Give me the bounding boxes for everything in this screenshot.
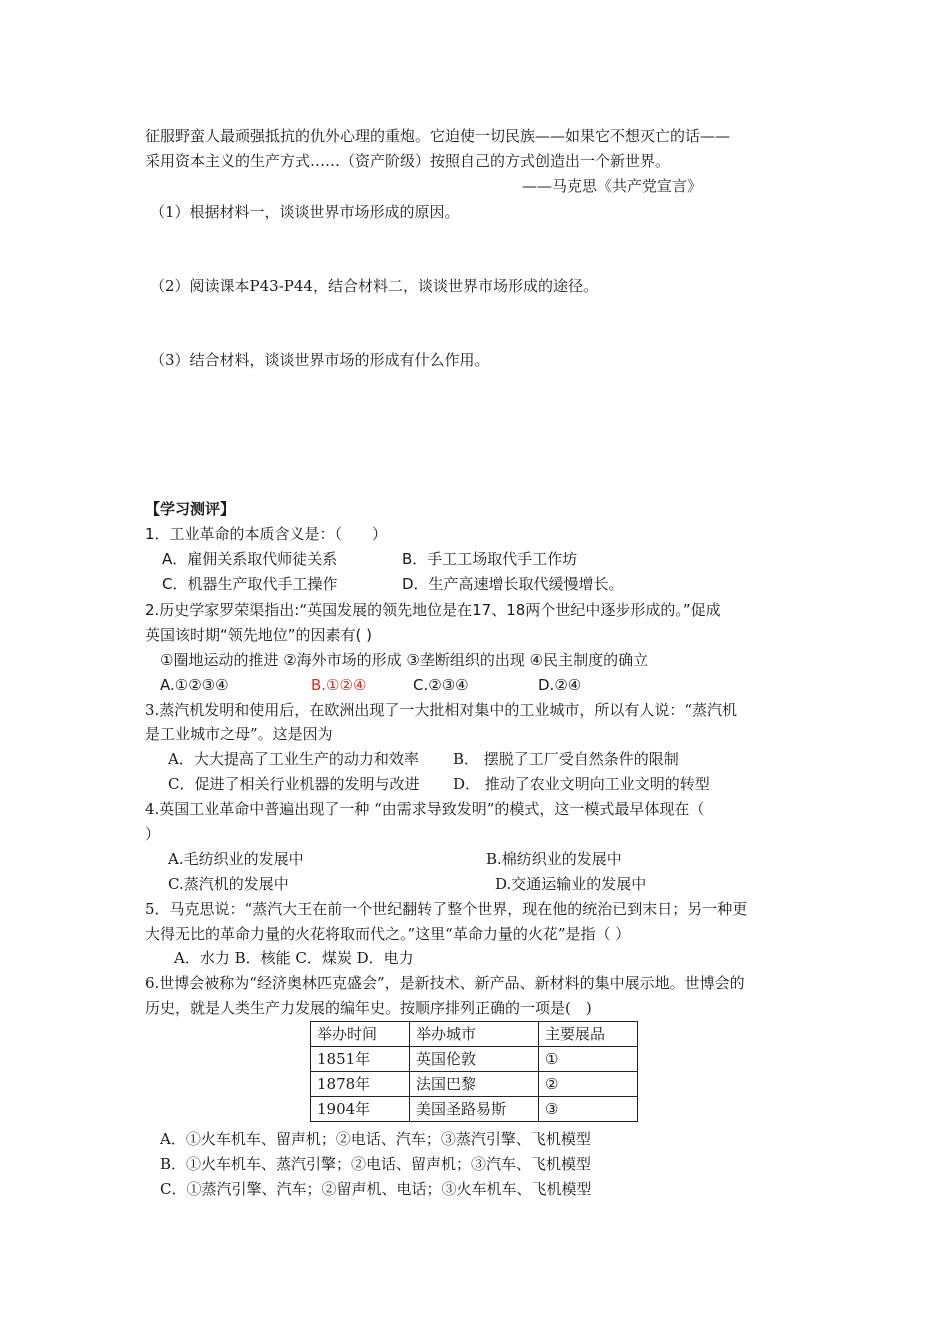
item-4-option-a: A.毛纺织业的发展中 [168, 850, 304, 868]
table-header-cell: 举办时间 [311, 1022, 410, 1047]
item-6-option-a: A．①火车机车、留声机；②电话、汽车；③蒸汽引擎、飞机模型 [160, 1130, 591, 1148]
question-2: （2）阅读课本P43-P44，结合材料二，谈谈世界市场形成的途径。 [150, 277, 598, 295]
item-3-option-b: B． 摆脱了工厂受自然条件的限制 [453, 750, 679, 768]
item-2-stem-line-2: 英国该时期“领先地位”的因素有( ) [145, 626, 373, 644]
table-cell: 1851年 [311, 1047, 410, 1072]
table-cell: ③ [539, 1097, 638, 1122]
item-1-option-d: D．生产高速增长取代缓慢增长。 [402, 575, 624, 593]
item-3-option-a: A．大大提高了工业生产的动力和效率 [168, 750, 419, 768]
item-5-options: A．水力 B．核能 C．煤炭 D．电力 [174, 949, 414, 967]
item-2-option-a: A.①②③④ [160, 676, 229, 694]
item-1-option-c: C．机器生产取代手工操作 [162, 575, 338, 593]
table-cell: 1904年 [311, 1097, 410, 1122]
table-cell: 法国巴黎 [410, 1072, 539, 1097]
item-3-option-d: D． 推动了农业文明向工业文明的转型 [453, 775, 710, 793]
item-2-factor-list: ①圈地运动的推进 ②海外市场的形成 ③垄断组织的出现 ④民主制度的确立 [160, 651, 649, 669]
table-header-cell: 主要展品 [539, 1022, 638, 1047]
item-3-option-c: C．促进了相关行业机器的发明与改进 [168, 775, 420, 793]
material-source: ——马克思《共产党宣言》 [522, 177, 703, 195]
table-cell: 1878年 [311, 1072, 410, 1097]
table-cell: ① [539, 1047, 638, 1072]
table-row [311, 1047, 638, 1072]
material-line-1: 征服野蛮人最顽强抵抗的仇外心理的重炮。它迫使一切民族——如果它不想灭亡的话—— [145, 127, 731, 145]
table-cell: ② [539, 1072, 638, 1097]
question-1: （1）根据材料一，谈谈世界市场形成的原因。 [150, 203, 460, 221]
item-2-option-b: B.①②④ [311, 676, 367, 694]
item-4-stem-line-1: 4.英国工业革命中普遍出现了一种 “由需求导致发明”的模式，这一模式最早体现在（ [145, 800, 705, 818]
item-1-stem: 1．工业革命的本质含义是：（ ） [145, 525, 388, 543]
expo-table [310, 1021, 638, 1122]
item-4-option-c: C.蒸汽机的发展中 [168, 875, 289, 893]
item-3-stem-line-2: 是工业城市之母”。这是因为 [145, 725, 333, 743]
item-6-option-b: B．①火车机车、蒸汽引擎；②电话、留声机；③汽车、飞机模型 [160, 1155, 592, 1173]
item-4-stem-line-2: ） [145, 825, 161, 843]
item-5-stem-line-1: 5．马克思说：“蒸汽大王在前一个世纪翻转了整个世界，现在他的统治已到末日；另一种更 [145, 900, 748, 918]
item-2-option-c: C.②③④ [413, 676, 469, 694]
table-header-row [311, 1022, 638, 1047]
item-5-stem-line-2: 大得无比的革命力量的火花将取而代之。”这里“革命力量的火花”是指（ ） [145, 925, 631, 943]
table-cell: 美国圣路易斯 [410, 1097, 539, 1122]
item-6-stem-line-1: 6.世博会被称为“经济奥林匹克盛会”，是新技术、新产品、新材料的集中展示地。世博会的 [145, 974, 745, 992]
question-3: （3）结合材料，谈谈世界市场的形成有什么作用。 [150, 351, 490, 369]
material-line-2: 采用资本主义的生产方式……（资产阶级）按照自己的方式创造出一个新世界。 [145, 152, 671, 170]
item-1-option-b: B．手工工场取代手工作坊 [402, 550, 578, 568]
item-4-option-d: D.交通运输业的发展中 [495, 875, 647, 893]
item-6-stem-line-2: 历史，就是人类生产力发展的编年史。按顺序排列正确的一项是( ) [145, 999, 592, 1017]
item-6-option-c: C．①蒸汽引擎、汽车；②留声机、电话；③火车机车、飞机模型 [160, 1180, 592, 1198]
table-cell: 英国伦敦 [410, 1047, 539, 1072]
section-title: 【学习测评】 [145, 500, 236, 518]
item-4-option-b: B.棉纺织业的发展中 [486, 850, 622, 868]
table-row [311, 1097, 638, 1122]
item-2-stem-line-1: 2.历史学家罗荣渠指出:“英国发展的领先地位是在17、18两个世纪中逐步形成的。”促成 [145, 601, 721, 619]
table-row [311, 1072, 638, 1097]
item-3-stem-line-1: 3.蒸汽机发明和使用后，在欧洲出现了一大批相对集中的工业城市，所以有人说：“蒸汽机 [145, 701, 737, 719]
item-1-option-a: A．雇佣关系取代师徒关系 [162, 550, 338, 568]
item-2-option-d: D.②④ [538, 676, 582, 694]
table-header-cell: 举办城市 [410, 1022, 539, 1047]
